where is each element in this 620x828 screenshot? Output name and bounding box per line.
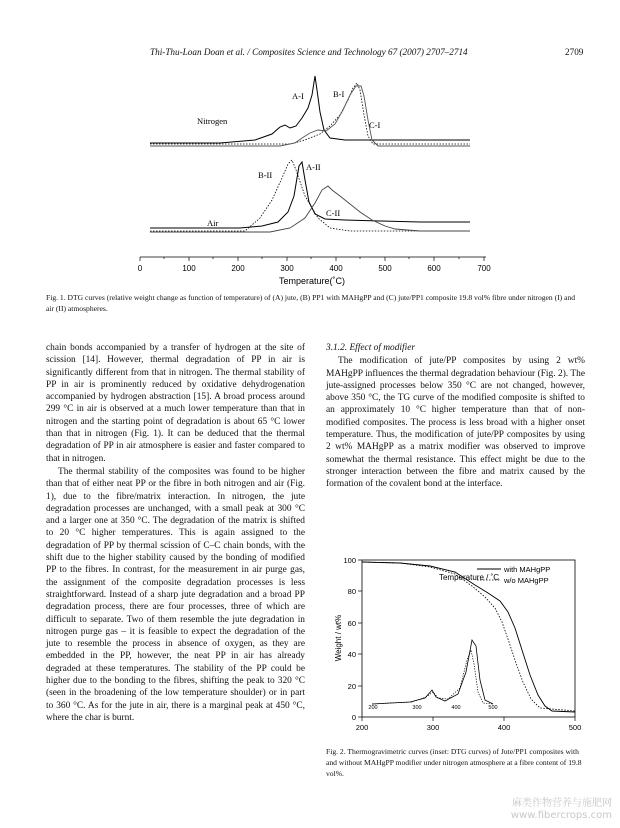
fig2-plot-frame (362, 560, 575, 717)
watermark (511, 798, 612, 822)
fig1-x-tick-labels (138, 264, 491, 273)
curve-c2-composite-air (150, 186, 470, 232)
inset-tick: 200 (368, 705, 378, 711)
fig1-tick: 100 (182, 264, 196, 273)
tg-curve-without-mahgpp (362, 562, 575, 711)
fig2-y-tick-labels (343, 556, 356, 722)
running-title: Thi-Thu-Loan Doan et al. / Composites Science and Technology 67 (2007) 2707–2714 (150, 47, 468, 57)
fig1-tick: 300 (280, 264, 294, 273)
inset-dtg-with (372, 640, 493, 704)
fig2-ytick: 0 (351, 713, 356, 722)
inset-dtg-without (372, 650, 493, 704)
inset-tick: 300 (412, 705, 422, 711)
label-c1: C-I (369, 120, 381, 130)
fig2-xtick: 300 (426, 723, 440, 732)
fig2-x-tick-labels (356, 723, 582, 732)
label-a1: A-I (292, 91, 304, 101)
figure-1-caption: Fig. 1. DTG curves (relative weight change as function of temperature) of (A) jute, (B) PP1 with MAHgPP and (C) jute/PP1 composite 19.8 vol% fibre under nitrogen (I) and air (II) atmospheres. (46, 293, 576, 313)
fig2-xtick: 500 (568, 723, 582, 732)
fig2-ticks (358, 560, 575, 721)
fig2-ytick: 100 (343, 556, 356, 565)
label-nitrogen: Nitrogen (197, 116, 228, 126)
watermark-url: www.fibercrops.com (510, 810, 612, 821)
fig1-tick: 400 (329, 264, 343, 273)
fig1-x-ticks (140, 257, 484, 261)
tg-curve-with-mahgpp (362, 562, 575, 712)
label-c2: C-II (326, 208, 341, 218)
figure-2-caption: Fig. 2. Thermogravimetric curves (inset: DTG curves) of Jute/PP1 composites with and without MAHgPP modifier under nitrogen atmosphere at a fibre content of 19.8 vol%. (326, 747, 582, 778)
fig1-tick: 500 (378, 264, 392, 273)
fig1-tick: 200 (231, 264, 245, 273)
page-number: 2709 (565, 47, 584, 57)
inset-tick: 400 (451, 705, 461, 711)
fig2-ytick: 40 (347, 650, 356, 659)
fig2-xtick: 200 (355, 723, 369, 732)
right-column (326, 342, 585, 491)
fig1-x-label: Temperature(˚C) (278, 276, 346, 286)
inset-tick-labels (368, 705, 497, 711)
section-heading: 3.1.2. Effect of modifier (326, 343, 416, 353)
fig1-tick: 600 (427, 264, 441, 273)
left-paragraph-2: The thermal stability of the composites was found to be higher than that of either neat PP or the fibre in both nitrogen and air (Fig. 1), due to the fibre/matrix interaction. In nitrogen, the jute degradation processes are unchanged, with a small peak at 300 °C and a larger one at 350 °C. The degradation of the matrix is shifted to 20 °C higher temperatures. This is again assigned to the degradation of PP by thermal scission of C–C chain bonds, with the shift due to the higher stability caused by the bonding of modified PP to the fibres. In contrast, for the measurement in air purge gas, the assignment of the composite degradation processes is less straightforward. Instead of a sharp jute degradation and a broad PP degradation process, there are four processes, three of which are difficult to separate. Two of them resemble the jute degradation in nitrogen purge gas – it is feasible to expect the degradation of the jute to resemble the process in absence of oxygen, as they are embedded in the PP, however, the neat PP in air has already degraded at these temperatures. The stability of the PP could be higher due to the bonding to the fibres, shifting the peak to 320 °C (seen in the broadening of the low temperature shoulder) or in part to 360 °C. As for the jute in air, there is a marginal peak at 450 °C, where the char is burnt. (46, 466, 305, 723)
fig2-ytick: 80 (347, 587, 356, 596)
label-a2: A-II (306, 162, 321, 172)
label-air: Air (207, 218, 219, 228)
fig1-tick: 700 (477, 264, 491, 273)
left-column (46, 342, 305, 724)
inset-tick: 500 (488, 705, 498, 711)
fig2-ytick: 20 (347, 682, 356, 691)
label-b2: B-II (258, 170, 273, 180)
fig2-y-label: Weight / wt% (334, 614, 343, 662)
left-paragraph-1: chain bonds accompanied by a transfer of hydrogen at the site of scission [14]. However, thermal degradation of PP in air is significantly different from that in nitrogen. The thermal stability of PP in air is prominently reduced by oxidative dehydrogenation accompanied by hydrogen abstraction [15]. A broad process around 299 °C in air is observed at a much lower temperature than that in nitrogen and the starting point of degradation is about 65 °C lower than that in nitrogen (Fig. 1). It can be deduced that the thermal degradation of PP in air atmosphere is easier and faster compared to that in nitrogen. (46, 343, 305, 464)
legend-with-mahgpp: with MAHgPP (504, 565, 551, 574)
watermark-cn: 麻类作物营养与施肥网 (512, 798, 612, 809)
curve-b1-pp-n2 (150, 83, 470, 144)
fig1-tick: 0 (137, 264, 143, 273)
fig2-ytick: 60 (347, 619, 356, 628)
right-paragraph-1: The modification of jute/PP composites by using 2 wt% MAHgPP influences the thermal degradation behaviour (Fig. 2). The jute-assigned processes below 350 °C are not changed, however, above 350 °C, the TG curve of the modified composite is shifted to an approximately 10 °C higher temperature than that of non-modified composites. The process is less broad with a higher onset temperature. Thus, the modification of jute/PP composites by using 2 wt% MAHgPP as a matrix modifier was observed to improve somewhat the thermal resistance. This effect might be due to the stronger interaction between the fibre and matrix caused by the formation of the covalent bond at the interface. (326, 356, 585, 490)
legend-without-mahgpp: w/o MAHgPP (504, 576, 549, 585)
label-b1: B-I (333, 89, 345, 99)
fig2-x-label: Temperature / ˚C (438, 573, 500, 582)
fig2-xtick: 400 (497, 723, 511, 732)
figure-1-dtg-plot (0, 0, 620, 300)
